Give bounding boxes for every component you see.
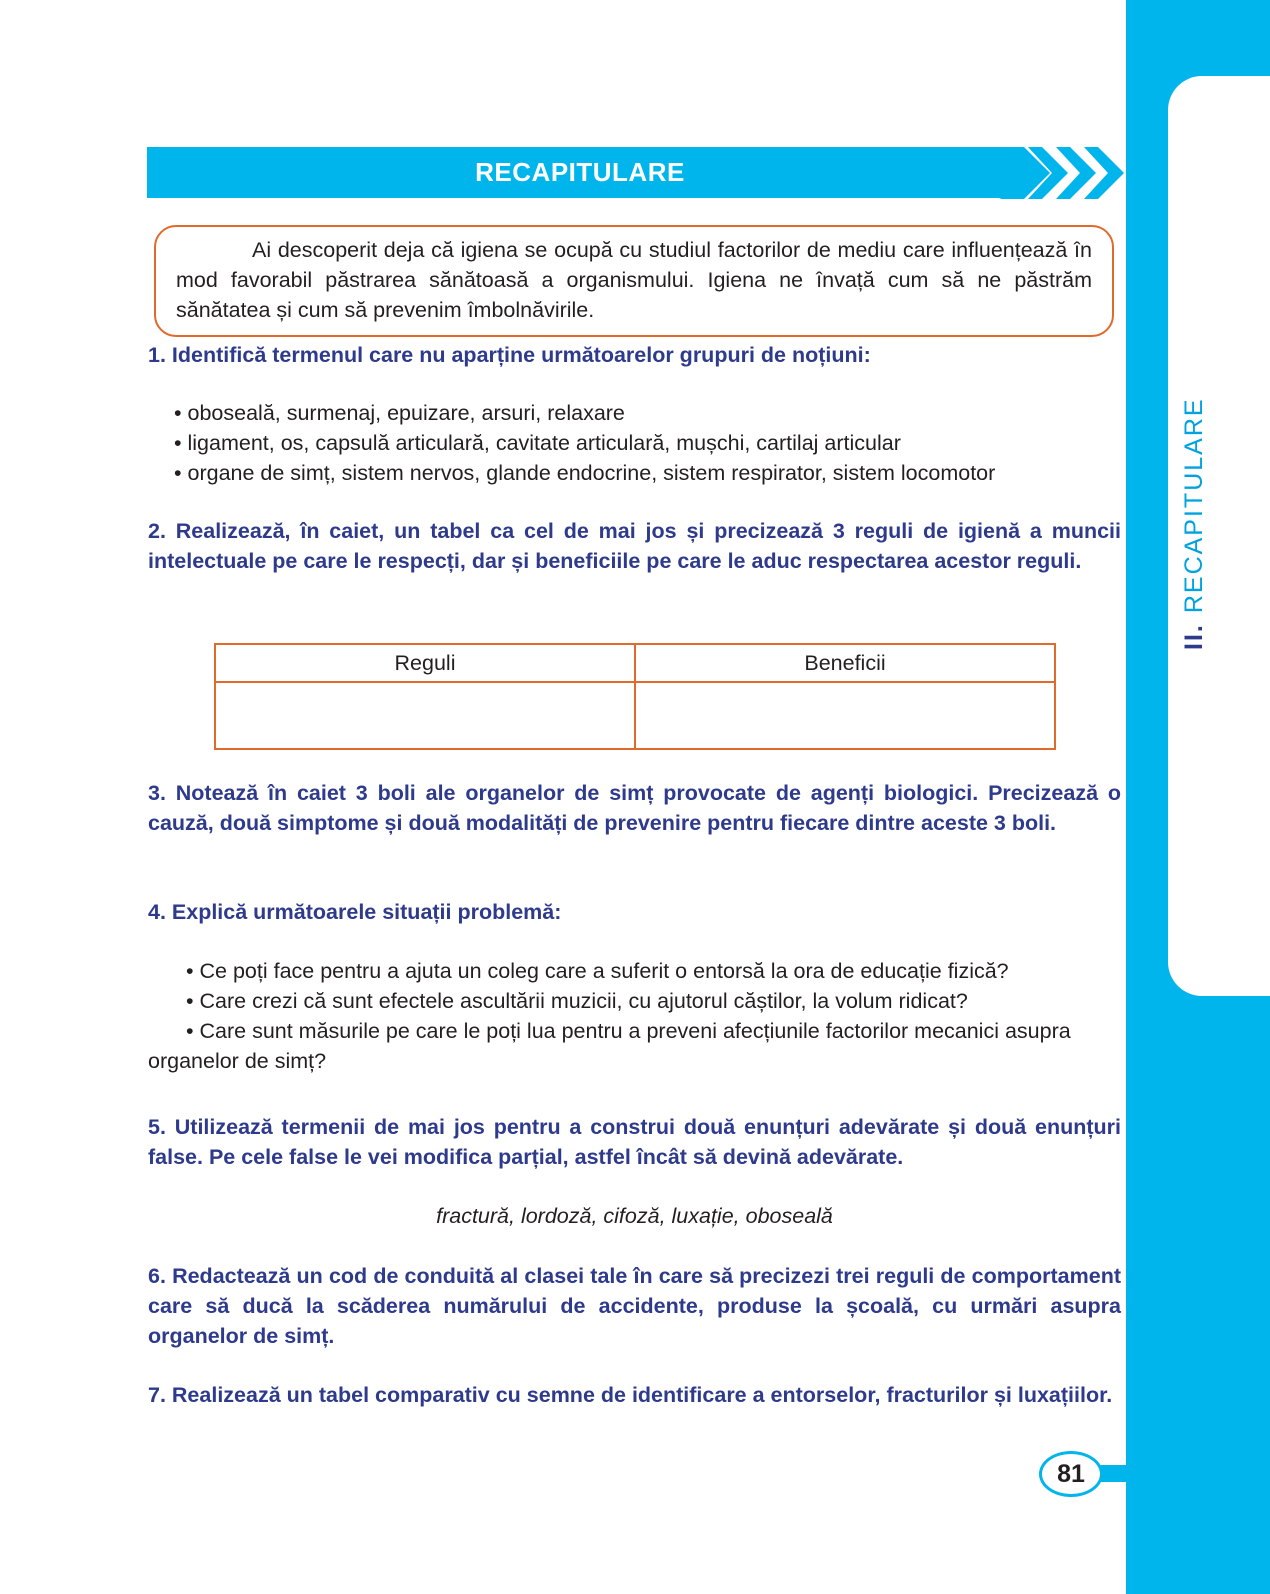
question-5: 5. Utilizează termenii de mai jos pentru a construi două enunțuri adevărate și două enunțuri false. Pe cele false le vei modifica parțial, astfel încât să devină adevărate. <box>148 1115 1121 1169</box>
list-item: • Ce poți face pentru a ajuta un coleg care a suferit o entorsă la ora de educație fizică? <box>186 959 1009 983</box>
table-header-reguli: Reguli <box>215 644 635 682</box>
list-item: • organe de simț, sistem nervos, glande endocrine, sistem respirator, sistem locomotor <box>174 461 996 485</box>
section-title: RECAPITULARE <box>1179 397 1208 614</box>
question-1-list <box>174 398 1154 488</box>
question-1: 1. Identifică termenul care nu aparține următoarelor grupuri de noțiuni: <box>148 343 871 367</box>
list-item: • oboseală, surmenaj, epuizare, arsuri, relaxare <box>174 401 625 425</box>
page-title: RECAPITULARE <box>475 157 685 187</box>
question-4-list <box>148 956 1121 1076</box>
question-7: 7. Realizează un tabel comparativ cu semne de identificare a entorselor, fracturilor și luxațiilor. <box>148 1383 1113 1407</box>
question-2: 2. Realizează, în caiet, un tabel ca cel de mai jos și precizează 3 reguli de igienă a muncii intelectuale pe care le respecți, dar și beneficiile pe care le aduc respectarea acestor reguli. <box>148 519 1121 573</box>
list-item: • Care crezi că sunt efectele ascultării muzicii, cu ajutorul căștilor, la volum ridicat? <box>186 989 968 1013</box>
intro-box <box>154 225 1114 337</box>
question-6: 6. Redactează un cod de conduită al clasei tale în care să precizezi trei reguli de comportament care să ducă la scăderea numărului de accidente, produse la școală, cu urmări asupra organelor de simț. <box>148 1264 1121 1348</box>
table-cell <box>215 682 635 749</box>
rules-table <box>214 643 1056 750</box>
terms-list: fractură, lordoză, cifoză, luxație, oboseală <box>436 1204 833 1228</box>
chevron-arrows-icon <box>1000 145 1130 201</box>
table-header-beneficii: Beneficii <box>635 644 1055 682</box>
section-label <box>1172 330 1216 650</box>
list-item: • Care sunt măsurile pe care le poți lua pentru a preveni afecțiunile factorilor mecanici asupra organelor de simț? <box>148 1019 1071 1073</box>
question-4: 4. Explică următoarele situații problemă: <box>148 900 562 924</box>
question-3: 3. Notează în caiet 3 boli ale organelor de simț provocate de agenți biologici. Precizează o cauză, două simptome și două modalități de prevenire pentru fiecare dintre aceste 3 boli. <box>148 781 1121 835</box>
table-cell <box>635 682 1055 749</box>
intro-text: Ai descoperit deja că igiena se ocupă cu studiul factorilor de mediu care influențează în mod favorabil păstrarea sănătoasă a organismului. Igiena ne învață cum să ne păstrăm sănătatea și cum să prevenim îmbolnăvirile. <box>176 238 1092 322</box>
list-item: • ligament, os, capsulă articulară, cavitate articulară, mușchi, cartilaj articular <box>174 431 901 455</box>
section-number: II. <box>1179 623 1208 650</box>
page-number: 81 <box>1039 1451 1103 1497</box>
